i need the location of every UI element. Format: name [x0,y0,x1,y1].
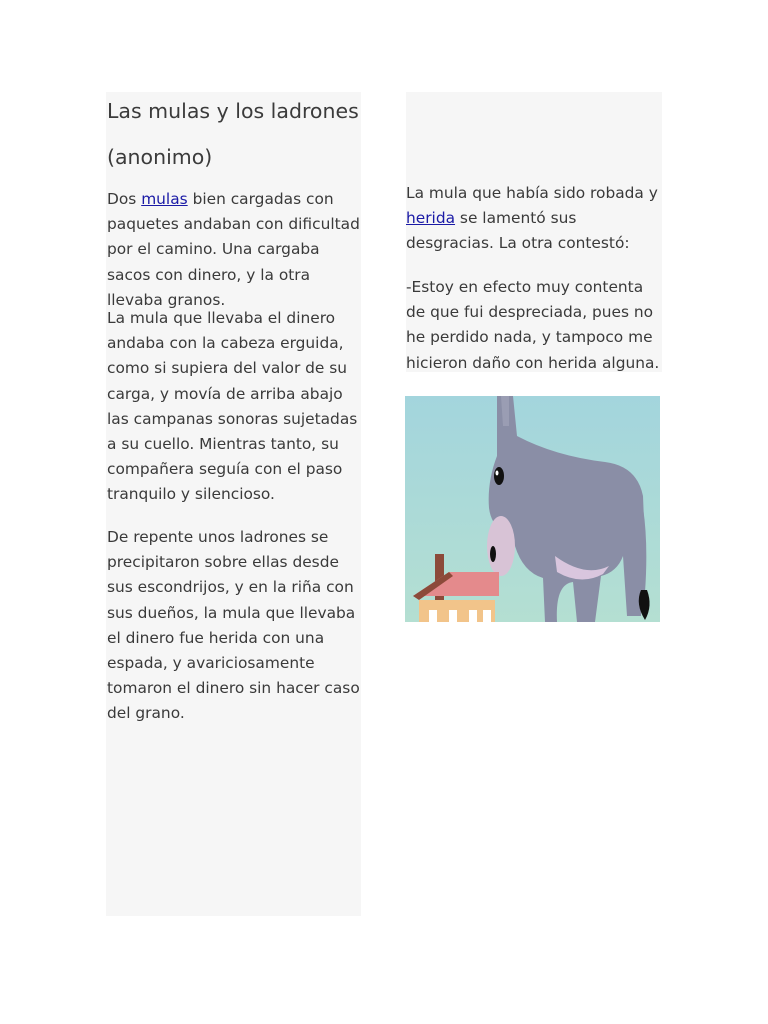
left-paragraph-3: De repente unos ladrones se precipitaron sobre ellas desde sus escondrijos, y en la riña con sus dueños, la mula que llevaba el dinero fue herida con una espada, y avariciosamente tomaron el dinero sin hacer caso del grano. [107,528,360,723]
title-author: (anonimo) [107,145,213,169]
right-paragraph-1 [406,181,662,257]
donkey-eye [494,467,504,485]
donkey-muzzle [487,516,515,576]
link-mulas[interactable]: mulas [141,190,188,208]
donkey-nostril [490,546,496,562]
text-segment: se lamentó sus desgracias. La otra contestó: [406,209,630,253]
house-window [449,610,457,622]
story-title [107,88,361,180]
donkey-illustration [405,396,660,622]
donkey-house-image [405,396,660,622]
left-paragraph-1 [107,187,361,313]
link-herida[interactable]: herida [406,209,456,228]
text-segment: bien cargadas con paquetes andaban con dificultad por el camino. Una cargaba sacos con dinero, y la otra llevaba granos. [107,190,360,309]
donkey-eye-shine [496,471,499,476]
house-window [429,610,437,622]
house-window [469,610,477,622]
title-main: Las mulas y los ladrones [107,99,359,123]
left-paragraph-2: La mula que llevaba el dinero andaba con la cabeza erguida, como si supiera del valor de su carga, y movía de arriba abajo las campanas sonoras sujetadas a su cuello. Mientras tanto, su compañera seguía con el paso tranquilo y silencioso. [107,309,358,504]
house-window [483,610,491,622]
text-segment: La mula que había sido robada y [406,184,658,202]
text-segment: Dos [107,190,142,208]
right-paragraph-2: -Estoy en efecto muy contenta de que fui despreciada, pues no he perdido nada, y tampoco me hicieron daño con herida alguna. [406,278,660,372]
